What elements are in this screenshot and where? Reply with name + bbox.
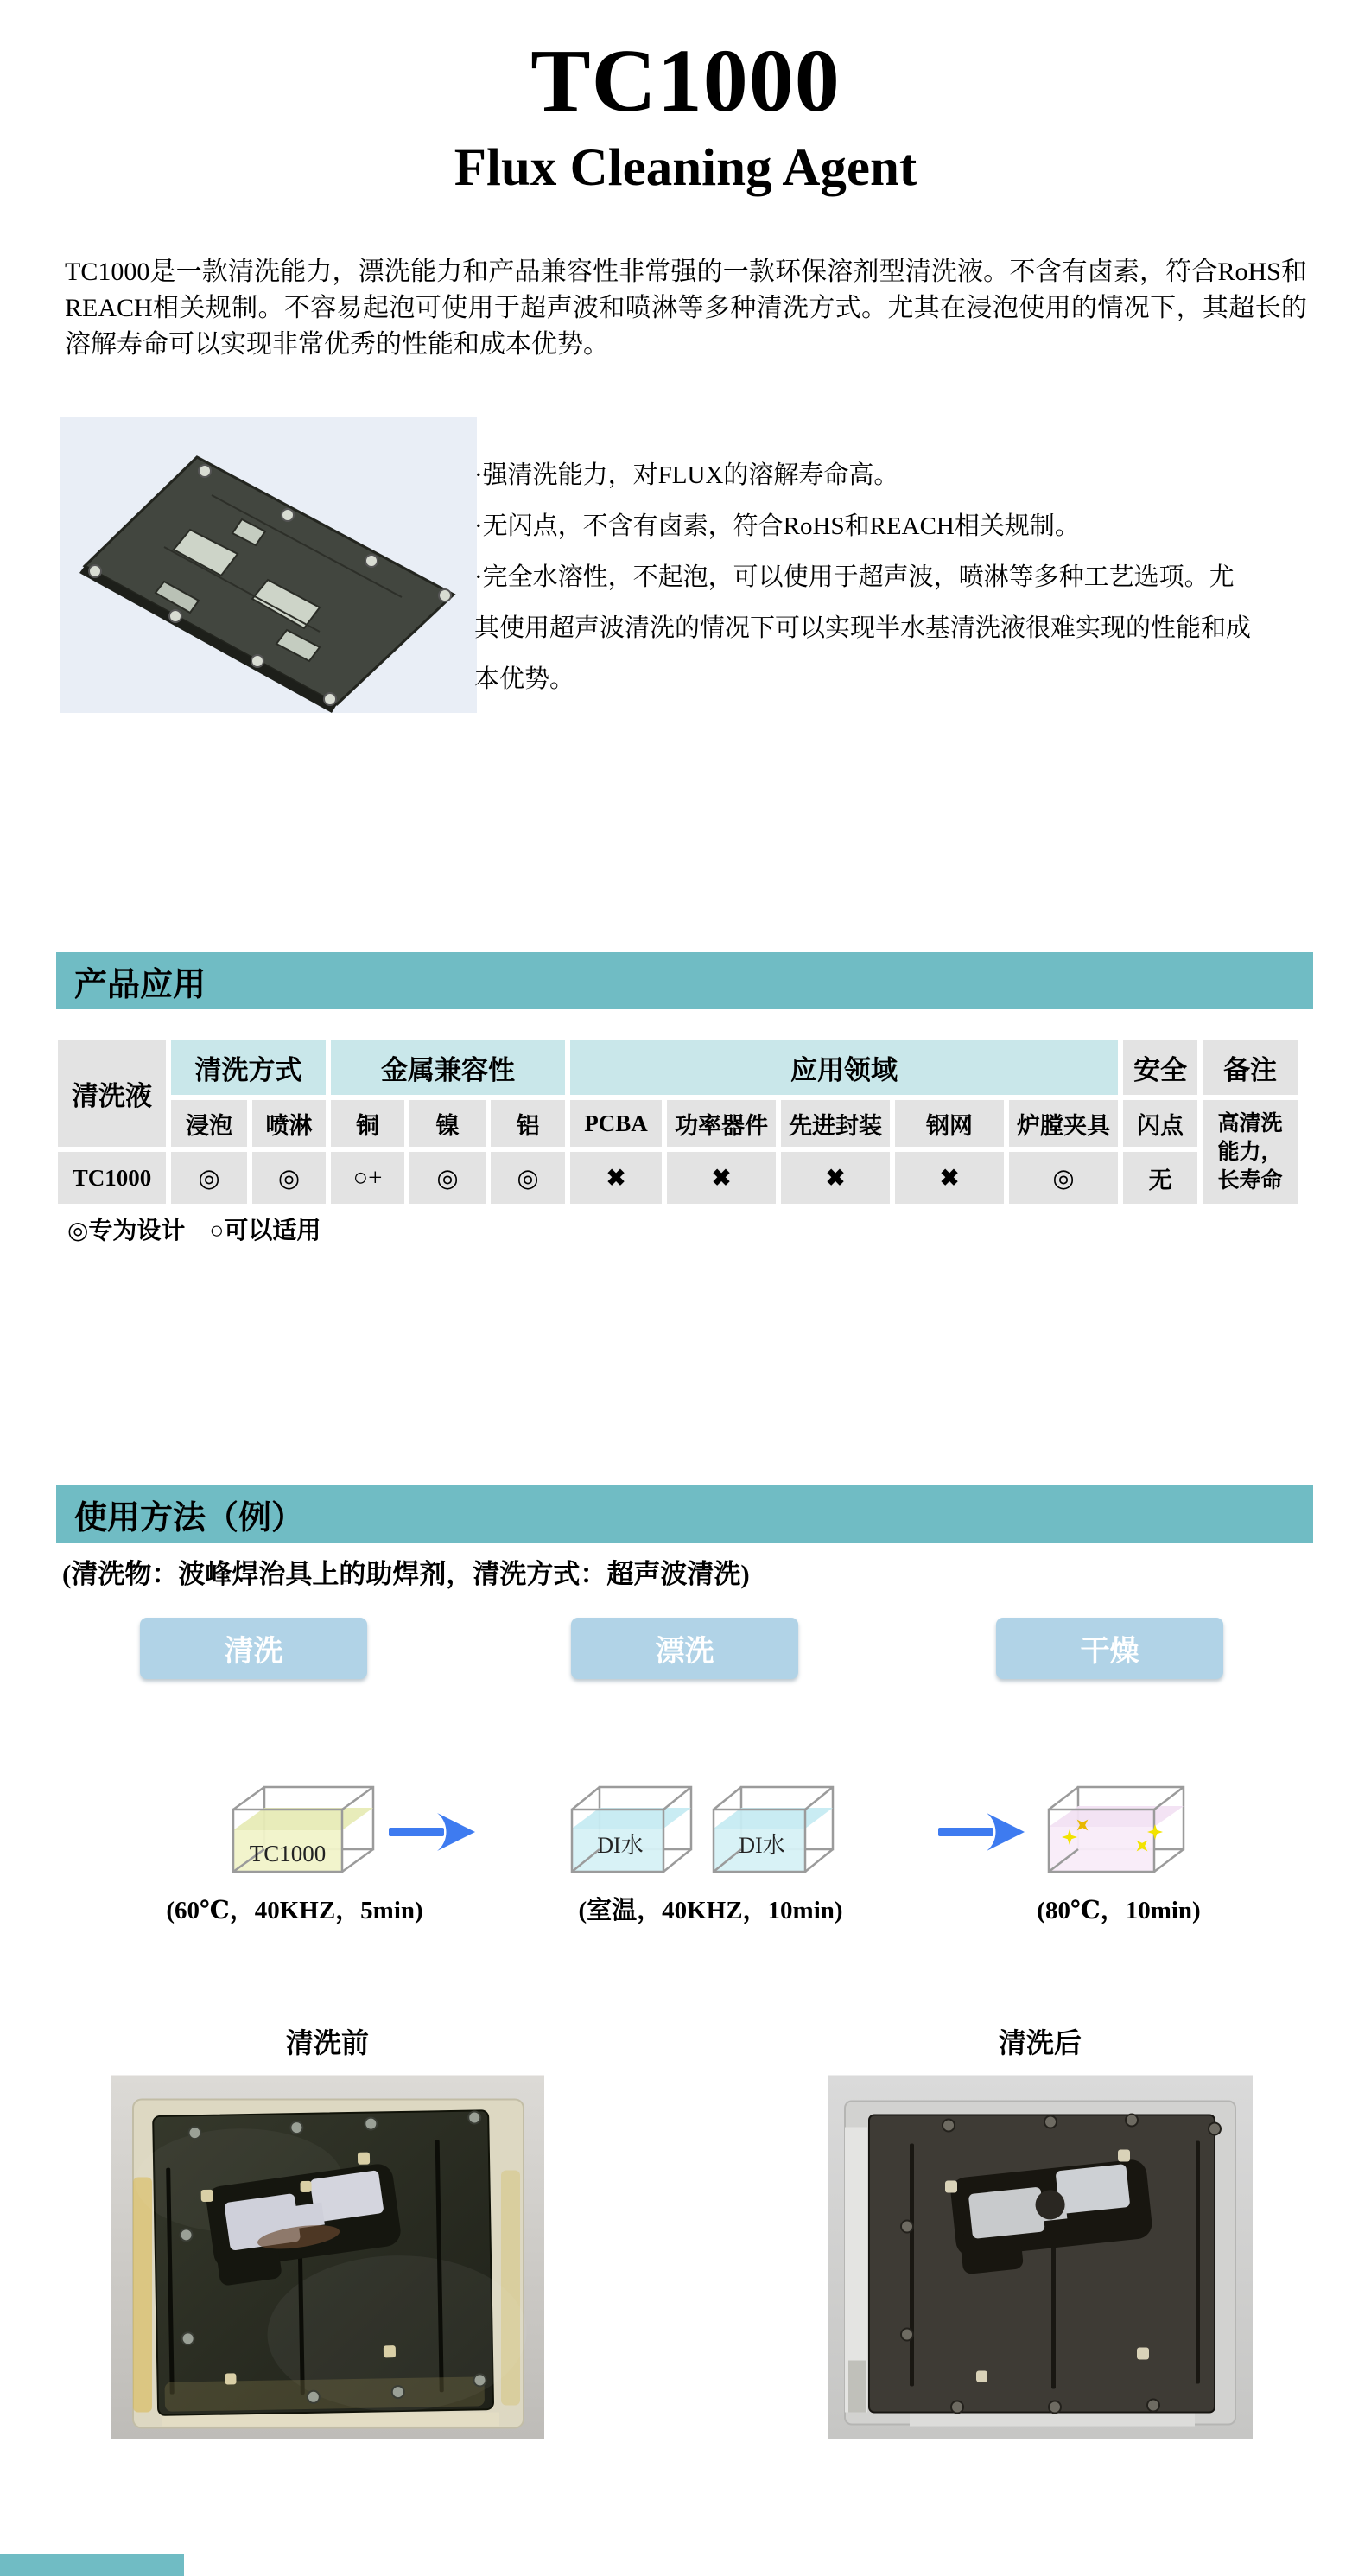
cell-aluminum: ◎ xyxy=(491,1152,565,1204)
tank-label-di-water-1: DI水 xyxy=(597,1833,644,1858)
table-note-value: 高清洗能力，长寿命 xyxy=(1203,1100,1298,1204)
product-pallet-image xyxy=(60,417,477,713)
table-sub-nickel: 镍 xyxy=(409,1100,486,1147)
after-photo-label: 清洗后 xyxy=(998,2027,1082,2058)
feature-bullet-1: ·强清洗能力，对FLUX的溶解寿命高。 xyxy=(474,461,899,489)
cell-flashpoint: 无 xyxy=(1123,1152,1197,1204)
cleaning-tank-diagram xyxy=(226,1780,382,1879)
step-button-rinse[interactable]: 漂洗 xyxy=(571,1618,798,1679)
cell-pcba: ✖ xyxy=(570,1152,662,1204)
table-sub-power-device: 功率器件 xyxy=(667,1100,776,1147)
feature-bullet-3: ·完全水溶性，不起泡，可以使用于超声波，喷淋等多种工艺选项。尤其使用超声波清洗的情况下可以实现半水基清洗液很难实现的性能和成本优势。 xyxy=(474,563,1252,693)
cell-copper: ○+ xyxy=(331,1152,404,1204)
step-button-dry[interactable]: 干燥 xyxy=(996,1618,1223,1679)
after-photo xyxy=(828,2074,1253,2440)
table-row-name: TC1000 xyxy=(58,1152,166,1204)
table-sub-copper: 铜 xyxy=(331,1100,404,1147)
intro-paragraph: TC1000是一款清洗能力，漂洗能力和产品兼容性非常强的一款环保溶剂型清洗液。不含有卤素，符合RoHS和REACH相关规制。不容易起泡可使用于超声波和喷淋等多种清洗方式。尤其在浸泡使用的情况下，其超长的溶解寿命可以实现非常优秀的性能和成本优势。 xyxy=(65,258,1307,359)
table-sub-aluminum: 铝 xyxy=(491,1100,565,1147)
table-sub-flashpoint: 闪点 xyxy=(1123,1100,1197,1147)
process-arrow-icon xyxy=(389,1811,477,1853)
cell-nickel: ◎ xyxy=(409,1152,486,1204)
cell-power-device: ✖ xyxy=(667,1152,776,1204)
tank-label-di-water-2: DI水 xyxy=(739,1833,785,1858)
process-caption-rinse: (室温，40KHZ，10min) xyxy=(578,1897,843,1924)
dry-tank-diagram xyxy=(1042,1780,1190,1879)
table-group-field: 应用领域 xyxy=(570,1040,1118,1095)
table-sub-spray: 喷淋 xyxy=(252,1100,326,1147)
table-sub-soak: 浸泡 xyxy=(171,1100,247,1147)
table-group-metal: 金属兼容性 xyxy=(331,1040,565,1095)
before-photo xyxy=(111,2074,544,2440)
section-header-usage: 使用方法（例） xyxy=(56,1485,1313,1543)
section-header-applications: 产品应用 xyxy=(56,952,1313,1009)
page-subtitle: Flux Cleaning Agent xyxy=(454,139,917,197)
cell-adv-packaging: ✖ xyxy=(781,1152,890,1204)
rinse-tank-diagram-2 xyxy=(708,1780,840,1879)
table-sub-oven-fixture: 炉膛夹具 xyxy=(1009,1100,1118,1147)
step-button-clean[interactable]: 清洗 xyxy=(140,1618,367,1679)
tank-label-tc1000: TC1000 xyxy=(249,1841,327,1867)
before-photo-label: 清洗前 xyxy=(285,2027,369,2058)
next-section-bar xyxy=(0,2554,184,2576)
cell-soak: ◎ xyxy=(171,1152,247,1204)
feature-list xyxy=(474,450,1256,705)
table-group-method: 清洗方式 xyxy=(171,1040,326,1095)
table-group-note: 备注 xyxy=(1203,1040,1298,1095)
table-head-liquid: 清洗液 xyxy=(58,1040,166,1147)
page-title: TC1000 xyxy=(530,31,841,130)
process-caption-dry: (80℃，10min) xyxy=(1037,1897,1201,1924)
usage-subtitle: (清洗物：波峰焊治具上的助焊剂，清洗方式：超声波清洗) xyxy=(62,1559,750,1589)
cell-stencil: ✖ xyxy=(895,1152,1004,1204)
table-legend: ◎专为设计 ○可以适用 xyxy=(67,1218,321,1244)
process-arrow-icon xyxy=(938,1811,1026,1853)
table-sub-adv-packaging: 先进封装 xyxy=(781,1100,890,1147)
application-table xyxy=(53,1034,1303,1209)
feature-bullet-2: ·无闪点，不含有卤素，符合RoHS和REACH相关规制。 xyxy=(474,512,1080,540)
process-caption-clean: (60℃，40KHZ，5min) xyxy=(166,1897,423,1924)
table-sub-stencil: 钢网 xyxy=(895,1100,1004,1147)
table-sub-pcba: PCBA xyxy=(570,1100,662,1147)
cell-oven-fixture: ◎ xyxy=(1009,1152,1118,1204)
rinse-tank-diagram-1 xyxy=(567,1780,698,1879)
cell-spray: ◎ xyxy=(252,1152,326,1204)
table-group-safety: 安全 xyxy=(1123,1040,1197,1095)
application-table-wrap xyxy=(53,1034,1303,1209)
